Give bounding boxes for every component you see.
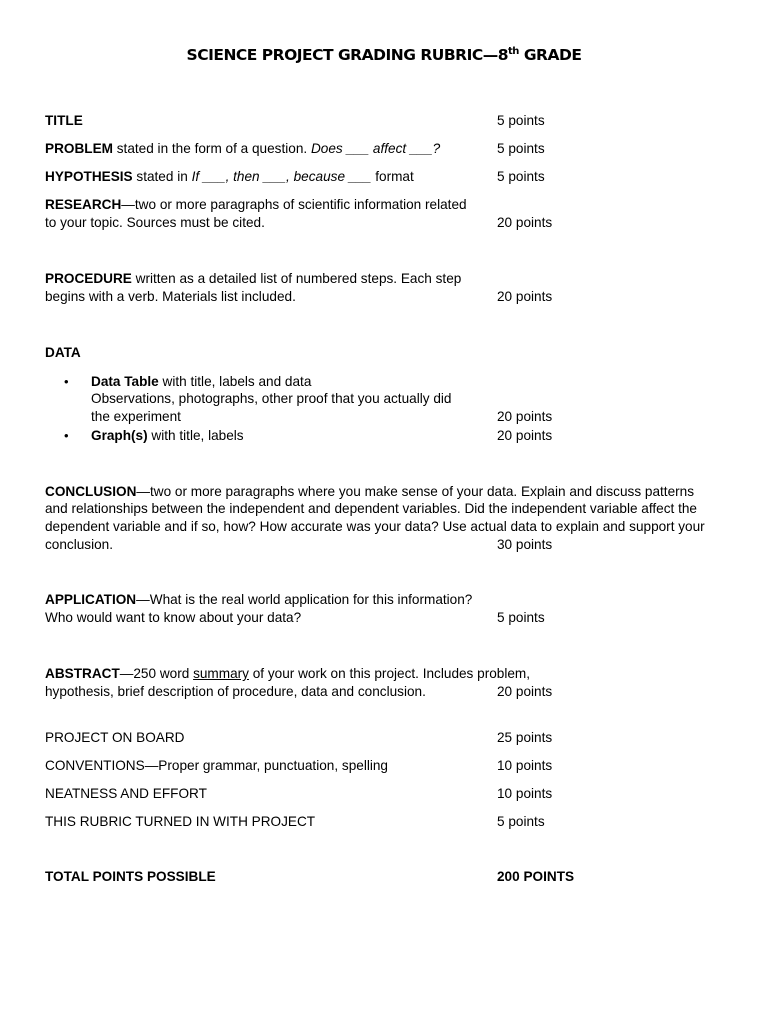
application-text-line2: Who would want to know about your data? <box>45 610 302 625</box>
graph-text: Graph(s) with title, labels <box>91 428 244 443</box>
abstract-text-line2: hypothesis, brief description of procedure, data and conclusion. <box>45 684 426 699</box>
hypothesis-points: 5 points <box>497 169 545 184</box>
data-table-text-line2: Observations, photographs, other proof that you actually did <box>91 391 452 406</box>
neatness-points: 10 points <box>497 786 553 801</box>
data-table-text: Data Table with title, labels and data <box>91 374 312 389</box>
abstract-text: ABSTRACT—250 word summary of your work on this project. Includes problem, <box>45 666 531 681</box>
conclusion-text-line4: conclusion. <box>45 537 114 552</box>
conclusion-text-line2: and relationships between the independent and dependent variables. Did the independent variable affect the <box>45 501 697 516</box>
data-table-text-line3: the experiment <box>91 409 181 424</box>
graph-points: 20 points <box>497 428 553 443</box>
application-text: APPLICATION—What is the real world application for this information? <box>45 592 473 607</box>
total-points: 200 POINTS <box>497 869 575 884</box>
abstract-points: 20 points <box>497 684 553 699</box>
data-label: DATA <box>45 345 81 360</box>
application-points: 5 points <box>497 610 545 625</box>
rubric-points: 5 points <box>497 814 545 829</box>
bullet-icon: • <box>64 428 69 443</box>
problem-text: PROBLEM stated in the form of a question. Does ___ affect ___? <box>45 141 441 156</box>
data-table-points: 20 points <box>497 409 553 424</box>
conventions-label: CONVENTIONS—Proper grammar, punctuation, spelling <box>45 758 388 773</box>
conventions-points: 10 points <box>497 758 553 773</box>
neatness-label: NEATNESS AND EFFORT <box>45 786 207 801</box>
hypothesis-text: HYPOTHESIS stated in If ___, then ___, because ___ format <box>45 169 414 184</box>
conclusion-text-line3: dependent variable and if so, how? How accurate was your data? Use actual data to explain and support your <box>45 519 705 534</box>
board-points: 25 points <box>497 730 553 745</box>
research-text-line2: to your topic. Sources must be cited. <box>45 215 265 230</box>
conclusion-text: CONCLUSION—two or more paragraphs where you make sense of your data. Explain and discuss patterns <box>45 484 695 499</box>
title-label: TITLE <box>45 113 83 128</box>
rubric-label: THIS RUBRIC TURNED IN WITH PROJECT <box>45 814 316 829</box>
conclusion-points: 30 points <box>497 537 553 552</box>
page-title: SCIENCE PROJECT GRADING RUBRIC—8th GRADE <box>186 46 582 65</box>
research-text: RESEARCH—two or more paragraphs of scientific information related <box>45 197 467 212</box>
procedure-text-line2: begins with a verb. Materials list included. <box>45 289 296 304</box>
procedure-text: PROCEDURE written as a detailed list of numbered steps. Each step <box>45 271 462 286</box>
research-points: 20 points <box>497 215 553 230</box>
procedure-points: 20 points <box>497 289 553 304</box>
board-label: PROJECT ON BOARD <box>45 730 185 745</box>
problem-points: 5 points <box>497 141 545 156</box>
total-label: TOTAL POINTS POSSIBLE <box>45 869 216 884</box>
bullet-icon: • <box>64 374 69 389</box>
title-points: 5 points <box>497 113 545 128</box>
